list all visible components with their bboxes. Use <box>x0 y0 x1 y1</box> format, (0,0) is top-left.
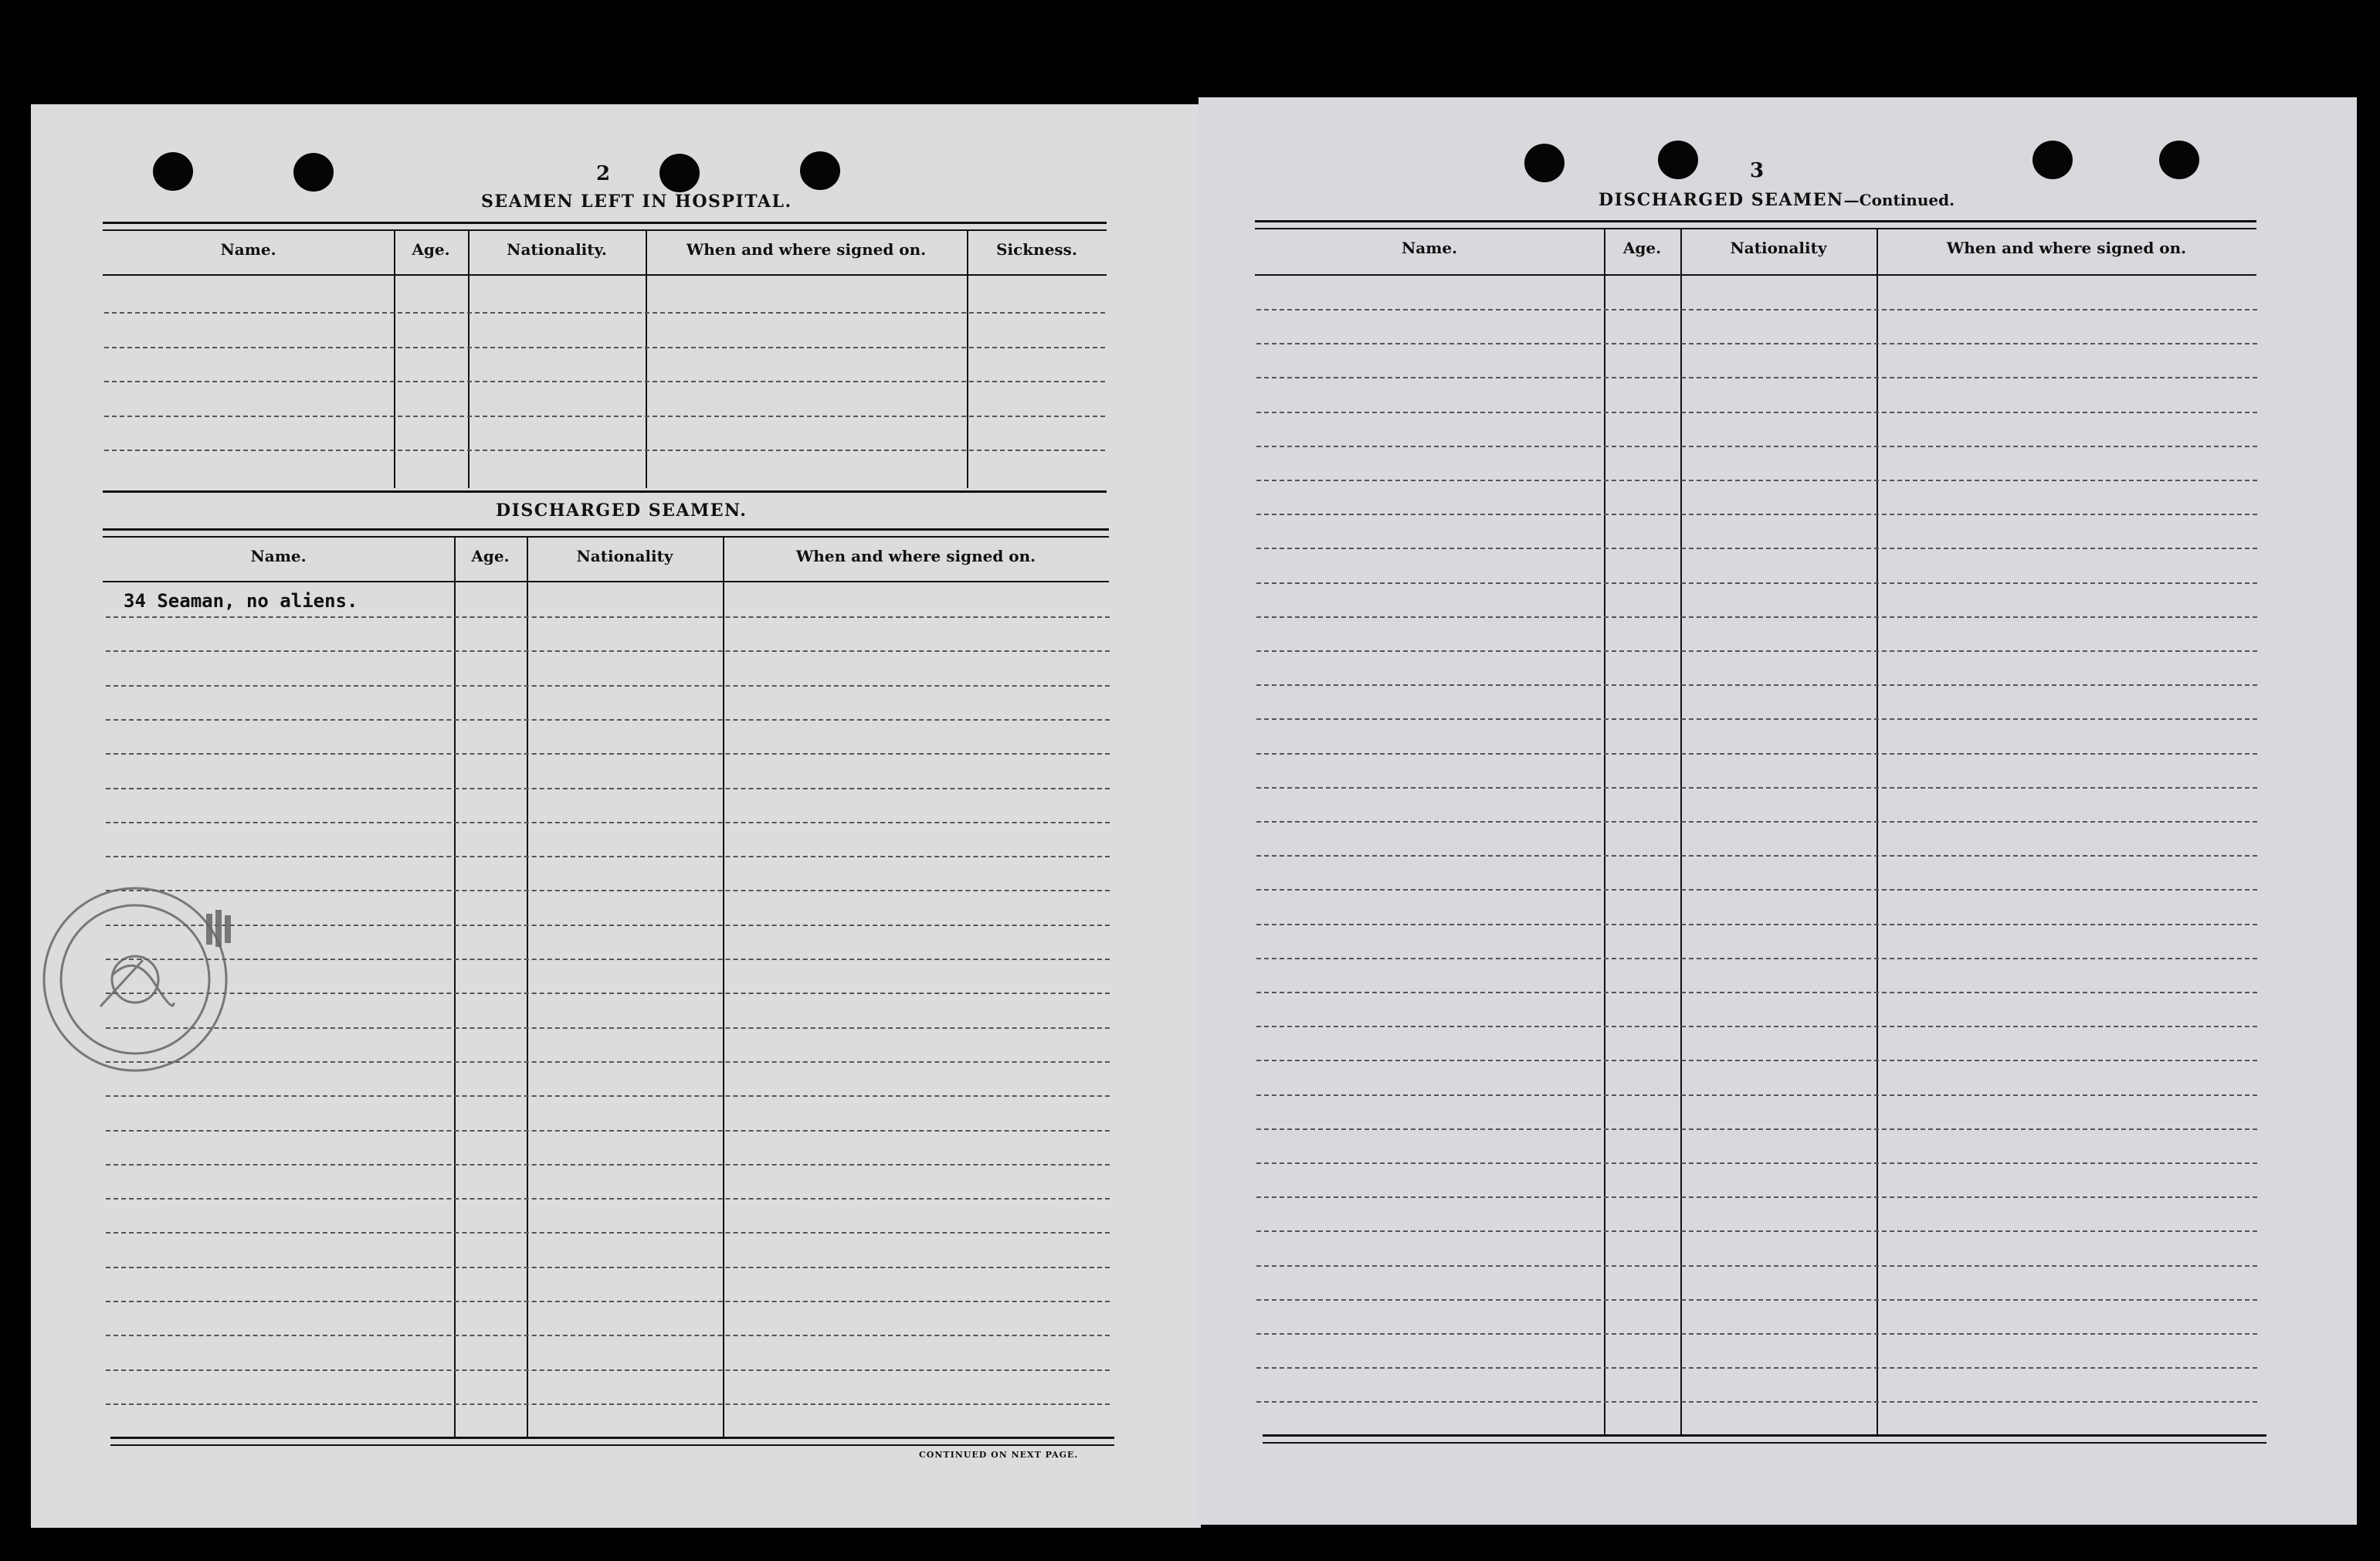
row-guide-line <box>1256 1026 2257 1027</box>
row-guide-line <box>1256 753 2257 755</box>
row-guide-line <box>1256 582 2257 584</box>
punch-hole <box>2159 141 2199 179</box>
row-guide-line <box>106 753 1110 755</box>
column-header-nationality: Nationality <box>1730 239 1827 257</box>
header-rule <box>103 581 1109 582</box>
row-guide-line <box>106 788 1110 789</box>
row-guide-line <box>1256 787 2257 789</box>
row-guide-line <box>1256 548 2257 549</box>
section-title-suffix: —Continued. <box>1843 191 1955 209</box>
row-guide-line <box>1256 343 2257 344</box>
row-guide-line <box>104 312 1105 314</box>
punch-hole <box>293 153 334 192</box>
table-rule <box>1255 220 2256 222</box>
row-guide-line <box>106 1335 1110 1336</box>
row-guide-line <box>106 993 1110 994</box>
row-guide-line <box>1256 1367 2257 1369</box>
row-guide-line <box>106 1164 1110 1166</box>
table-rule <box>110 1437 1114 1439</box>
table-rule <box>1255 228 2256 229</box>
row-guide-line <box>106 925 1110 926</box>
header-rule <box>1255 274 2256 276</box>
header-rule <box>103 274 1107 276</box>
row-guide-line <box>1256 924 2257 925</box>
row-guide-line <box>104 416 1105 417</box>
row-guide-line <box>1256 377 2257 378</box>
row-guide-line <box>1256 446 2257 447</box>
page-number: 2 <box>596 162 611 185</box>
row-guide-line <box>1256 684 2257 686</box>
row-guide-line <box>1256 1162 2257 1164</box>
row-guide-line <box>106 1267 1110 1268</box>
row-guide-line <box>1256 1299 2257 1301</box>
row-guide-line <box>106 1369 1110 1371</box>
row-guide-line <box>1256 480 2257 481</box>
row-guide-line <box>1256 309 2257 311</box>
column-header-age: Age. <box>1622 239 1662 257</box>
row-guide-line <box>106 1095 1110 1097</box>
table-rule <box>103 528 1109 531</box>
row-guide-line <box>106 1061 1110 1063</box>
row-guide-line <box>1256 412 2257 413</box>
hospital-section-title: SEAMEN LEFT IN HOSPITAL. <box>481 192 792 212</box>
punch-hole <box>1524 144 1565 182</box>
punch-hole <box>1658 141 1698 179</box>
column-header-name: Name. <box>220 240 276 259</box>
column-divider <box>1604 228 1605 1434</box>
column-header-nationality: Nationality <box>576 547 673 565</box>
row-guide-line <box>106 616 1110 618</box>
row-guide-line <box>106 856 1110 857</box>
row-guide-line <box>1256 1128 2257 1130</box>
row-guide-line <box>104 347 1105 348</box>
left-page <box>31 104 1201 1528</box>
row-guide-line <box>106 1403 1110 1405</box>
row-guide-line <box>1256 1265 2257 1267</box>
row-guide-line <box>106 719 1110 721</box>
row-guide-line <box>1256 1401 2257 1403</box>
row-guide-line <box>1256 992 2257 993</box>
page-number: 3 <box>1750 159 1765 182</box>
section-title-main: DISCHARGED SEAMEN <box>1599 190 1844 210</box>
table-rule <box>1263 1434 2266 1437</box>
punch-hole <box>800 151 840 190</box>
discharged-continued-title <box>1599 190 1955 210</box>
row-guide-line <box>1256 855 2257 857</box>
row-guide-line <box>1256 514 2257 515</box>
punch-hole <box>153 152 193 191</box>
punch-hole <box>659 154 700 192</box>
table-rule <box>1263 1442 2266 1444</box>
row-guide-line <box>106 1198 1110 1200</box>
row-guide-line <box>1256 1333 2257 1335</box>
row-guide-line <box>106 1232 1110 1234</box>
column-header-nationality: Nationality. <box>507 240 607 259</box>
row-guide-line <box>104 381 1105 382</box>
official-stamp <box>27 867 243 1099</box>
row-guide-line <box>106 1027 1110 1029</box>
table-rule <box>110 1444 1114 1446</box>
row-guide-line <box>1256 1060 2257 1061</box>
row-guide-line <box>106 890 1110 891</box>
row-guide-line <box>1256 1094 2257 1096</box>
column-header-signed-on: When and where signed on. <box>686 240 927 259</box>
table-rule <box>103 222 1107 224</box>
column-header-signed-on: When and where signed on. <box>1946 239 2187 257</box>
row-guide-line <box>1256 718 2257 720</box>
row-guide-line <box>106 1130 1110 1132</box>
column-header-name: Name. <box>250 547 307 565</box>
row-guide-line <box>1256 1230 2257 1232</box>
table-rule <box>103 536 1109 538</box>
row-guide-line <box>106 685 1110 687</box>
row-guide-line <box>104 450 1105 451</box>
table-row-name: 34 Seaman, no aliens. <box>124 590 358 612</box>
row-guide-line <box>1256 1196 2257 1198</box>
column-header-age: Age. <box>471 547 510 565</box>
row-guide-line <box>106 959 1110 960</box>
continued-note: CONTINUED ON NEXT PAGE. <box>919 1450 1079 1460</box>
row-guide-line <box>106 822 1110 823</box>
table-rule <box>103 490 1107 493</box>
column-divider <box>1877 228 1878 1434</box>
punch-hole <box>2032 141 2073 179</box>
column-header-age: Age. <box>412 240 450 259</box>
row-guide-line <box>1256 958 2257 959</box>
row-guide-line <box>1256 650 2257 652</box>
right-page <box>1198 97 2357 1525</box>
row-guide-line <box>1256 889 2257 891</box>
column-header-signed-on: When and where signed on. <box>795 547 1036 565</box>
table-rule <box>103 229 1107 231</box>
column-header-sickness: Sickness. <box>996 240 1077 259</box>
row-guide-line <box>1256 821 2257 823</box>
row-guide-line <box>106 650 1110 652</box>
row-guide-line <box>1256 616 2257 618</box>
discharged-section-title: DISCHARGED SEAMEN. <box>496 501 748 521</box>
row-guide-line <box>106 1301 1110 1302</box>
column-header-name: Name. <box>1401 239 1458 257</box>
column-divider <box>1680 228 1682 1434</box>
